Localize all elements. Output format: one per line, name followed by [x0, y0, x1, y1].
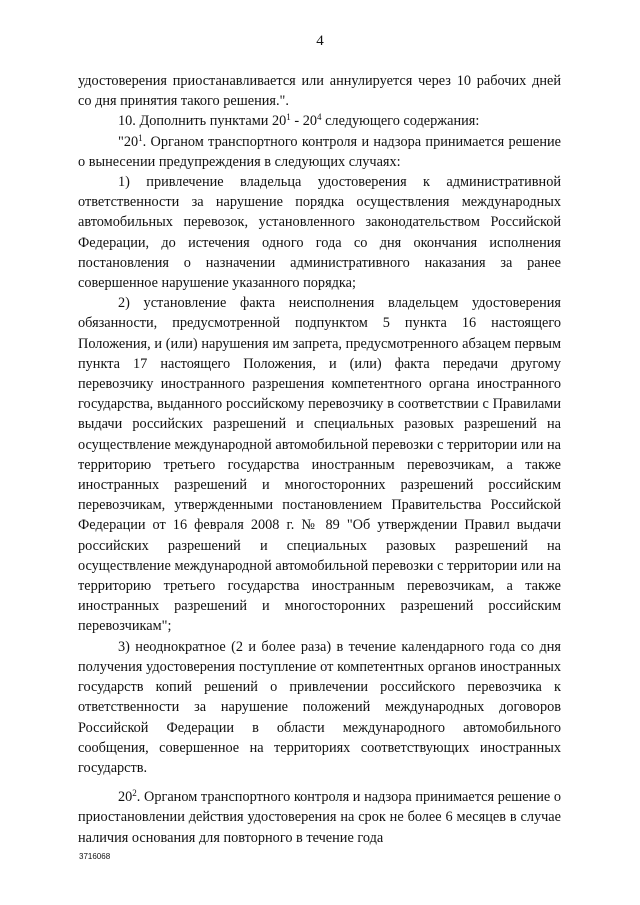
p202-text-b: . Органом транспортного контроля и надзора принимается решение о приостановлении действия удостоверения на срок не более 6 месяцев в случае наличия основания для повторного в течение года [78, 789, 561, 846]
paragraph-item-10 [78, 111, 561, 131]
document-body [78, 71, 561, 848]
p202-text-a: 20 [118, 789, 133, 806]
item10-text-c: следующего содержания: [321, 113, 480, 130]
paragraph-20-2 [78, 787, 561, 848]
paragraph-case-1: 1) привлечение владельца удостоверения к административной ответственности за нарушение порядка осуществления международных автомобильных перевозок, установленного законодательством Российской Федерации, до истечения одного года со дня окончания исполнения постановления о назначении административного наказания за ранее совершенное нарушение указанного порядка; [78, 174, 561, 292]
paragraph-case-3: 3) неоднократное (2 и более раза) в течение календарного года со дня получения удостоверения поступление от компетентных органов иностранных государств копий решений о привлечении российского перевозчика к ответственности за нарушение положений международных договоров Российской Федерации в области международного автомобильного сообщения, совершенное на территориях соответствующих иностранных государств. [78, 638, 561, 776]
paragraph-case-2: 2) установление факта неисполнения владельцем удостоверения обязанности, предусмотренной подпунктом 5 пункта 16 настоящего Положения, и (или) нарушения им запрета, предусмотренного абзацем первым пункта 17 настоящего Положения, и (или) факта передачи другому перевозчику иностранного разрешения компетентного органа иностранного государства, выданного российскому перевозчику в соответствии с Правилами выдачи российских разрешений и специальных разовых разрешений на осуществление международной автомобильной перевозки с территории или на территорию третьего государства иностранным перевозчикам, а также иностранных разрешений и многосторонних разрешений российским перевозчикам, утвержденными постановлением Правительства Российской Федерации от 16 февраля 2008 г. № 89 "Об утверждении Правил выдачи российских разрешений и специальных разовых разрешений на осуществление международной автомобильной перевозки с территории или на территорию третьего государства иностранным перевозчикам, а также иностранных разрешений и многосторонних разрешений российским перевозчикам"; [78, 295, 561, 635]
p201-superscript: 1 [138, 132, 143, 143]
paragraph-20-1 [78, 132, 561, 172]
item10-text-a: 10. Дополнить пунктами 20 [118, 113, 287, 130]
item10-superscript-1: 1 [286, 112, 291, 123]
p201-text-b: . Органом транспортного контроля и надзора принимается решение о вынесении предупреждения в следующих случаях: [78, 133, 561, 170]
document-code: 3716068 [79, 852, 111, 861]
item10-superscript-4: 4 [317, 112, 322, 123]
item10-text-b: - 20 [290, 113, 318, 130]
page-number: 4 [316, 33, 324, 49]
paragraph-continuation: удостоверения приостанавливается или аннулируется через 10 рабочих дней со дня принятия такого решения.". [78, 73, 561, 110]
p202-superscript: 2 [132, 788, 137, 799]
p201-text-a: "20 [118, 133, 139, 150]
